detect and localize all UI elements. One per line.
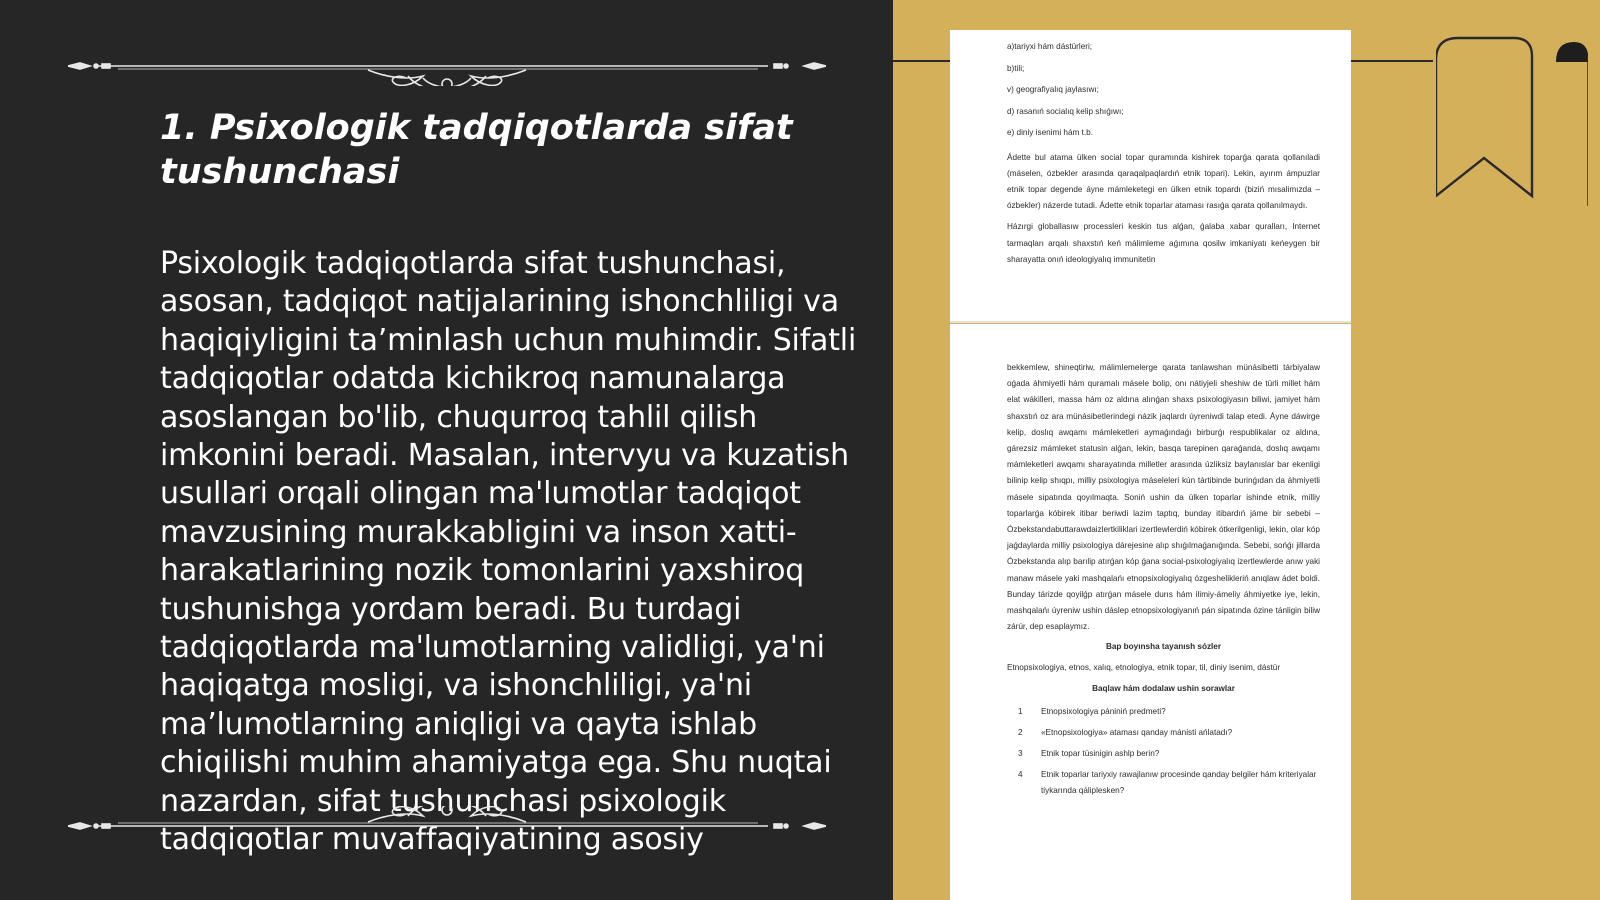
- document-page-1: [950, 30, 1351, 322]
- top-ornament-divider-icon: [68, 46, 826, 86]
- question-text: «Etnopsixologiya» ataması qanday mánisti ańlatadı?: [1041, 728, 1233, 738]
- question-text: Etnopsixologiya pániniń predmeti?: [1041, 707, 1166, 717]
- document-page-2: [950, 324, 1351, 900]
- document-paragraph: bekkemlew, shineqtiriw, málimlemelerge qarata tanlawshan münásibetti tárbiyalaw oǵada áhmiyetli hám quramalı másele bolip, onı nátiyjeli sheshiw de türli millet hám elat wákilleri, massa hám oz aldına alınǵan shaxs psixologiyasın biliwi, jamiyet hám shaxstıń oz ara münásibetlerindegi názik jaqlardı úyreniwdi talap etedi. Áyne dáwirge kelip, doslıq awqamı mámleketleri aymaǵındaǵı birburǵı respublikalar oz aldına, gárezsiz mámleket statusin alǵan, lekin, basqa tarepinen qaraǵanda, doslıq awqamı mámleketleri awqamı sharayatında milletler arasında úzliksiz baylanıslar bar ekenligi bilinip kelip shıqpı, milliy psixologiya máseleleri kún tártibinde burinǵıdan da áhmiyetli másele sipatında qoyılmaqta. Soniń ushin da ülken toparlar ishinde etnik, milliy toparlarǵa kóbirek itibar beriwdi lazim taptıq, bunday itibardıń jáme bir sebebi – Ózbekstandabuttarawdaizlertkiliklari izertlewlerdiń kóbirek ótkerilgenligi, lekin, olar kóp jaǵdaylarda milliy psixologiya dárejesine alıp shıǵılmaǵanıǵında. Sebebi, sońǵı jillarda Ózbekstanda alıp barılip atırǵan kóp ǵana social-psixologiyalıq izertlewlerde anıw yaki manaw másele yaki mashqalańı etnopsixologiyalıq ózgeshelikleriń anıqlaw ádet boldi. Bunday tárizde qoyilǵp atırǵan másele durıs hám ilimiy-ámeliy áhmiyetke iye, lekin, mashqalańı úyreniw ushin dáslep etnopsixologiyanıń pán sipatında ózine tánligin biliw zárúr, dep esaplaymız.: [1007, 363, 1320, 632]
- list-item: [1007, 767, 1320, 799]
- list-item: v) geografiyalıq jaylasıwı;: [1007, 85, 1099, 94]
- list-item: [1007, 704, 1320, 720]
- question-number: 3: [1018, 749, 1023, 759]
- section-heading: Bap boyınsha tayanısh sózler: [1105, 642, 1222, 652]
- gold-rule-left: [893, 60, 950, 62]
- section-heading: Baqlaw hám dodalaw ushin sorawlar: [1092, 684, 1235, 694]
- question-text: Etnik topar tüsinigin ashlp berin?: [1041, 749, 1160, 759]
- list-item: e) diniy isenimi hám t.b.: [1007, 128, 1094, 137]
- question-text: Etnik toparlar tariyxiy rawajlanıw procesinde qanday belgiler hám kriteriyalar tiykarında qáliplesken?: [1041, 770, 1317, 796]
- slide-body-text: Psixologik tadqiqotlarda sifat tushunchasi, asosan, tadqiqot natijalarining ishonchliligi va haqiqiyligini ta’minlash uchun muhimdir. Sifatli tadqiqotlar odatda kichikroq namunalarga asoslangan bo'lib, chuqurroq tahlil qilish imkonini beradi. Masalan, intervyu va kuzatish usullari orqali olingan ma'lumotlar tadqiqot mavzusining murakkabligini va inson xatti-harakatlarining nozik tomonlarini yaxshiroq tushunishga yordam beradi. Bu turdagi tadqiqotlarda ma'lumotlarning validligi, ya'ni haqiqatga mosligi, va ishonchliligi, ya'ni ma’lumotlarning aniqligi va qayta ishlab chiqilishi muhim ahamiyatga ega. Shu nuqtai nazardan, sifat tushunchasi psixologik tadqiqotlar muvaffaqiyatining asosiy: [160, 246, 857, 858]
- ribbon-bookmark-icon: [1436, 36, 1588, 206]
- list-item: [1007, 746, 1320, 762]
- keywords-line: Etnopsixologiya, etnos, xalıq, etnologiya, etnik topar, til, diniy isenim, dástür: [1007, 663, 1281, 673]
- document-page-2-content: [1007, 360, 1320, 804]
- document-page-1-content: [1007, 42, 1320, 273]
- slide-title: 1. Psixologik tadqiqotlarda sifat tushunchasi: [160, 108, 793, 192]
- list-item: a)tariyxi hám dástürleri;: [1007, 42, 1093, 51]
- question-number: 1: [1018, 707, 1023, 717]
- list-item: b)tili;: [1007, 63, 1025, 73]
- question-number: 2: [1018, 728, 1023, 738]
- list-item: [1007, 725, 1320, 741]
- list-item: d) rasanıń socialıq kelip shıǵıwı;: [1007, 106, 1124, 116]
- document-paragraph: Ádette bul atama ülken social topar quramında kishirek toparǵa qarata qollanıladi (máselen, ózbekler arasında qaraqalpaqlardıń etnik topari). Lekin, ayırım ámpuzlar etnik topar degende áyne mámleketegi en ülken etnik topardı (biziń mısalimızda – ózbekler) názerde tutadi. Ádette etnik toparlar ataması rasıǵa qarata qollanılmaydı.: [1007, 152, 1320, 211]
- question-number: 4: [1018, 770, 1023, 780]
- page-divider: [950, 321, 1351, 323]
- document-paragraph: Házırgi globallasıw processleri keskin tus alǵan, ǵalaba xabar quralları, Internet tarmaqları arqalı shaxstıń keń málimleme aǵımına qosilw imkaniyatı keńeygen bir sharayatta onıń ideologiyalıq immunitetin: [1007, 222, 1320, 264]
- gold-rule-right: [1351, 60, 1433, 62]
- bottom-ornament-divider-icon: [68, 806, 826, 846]
